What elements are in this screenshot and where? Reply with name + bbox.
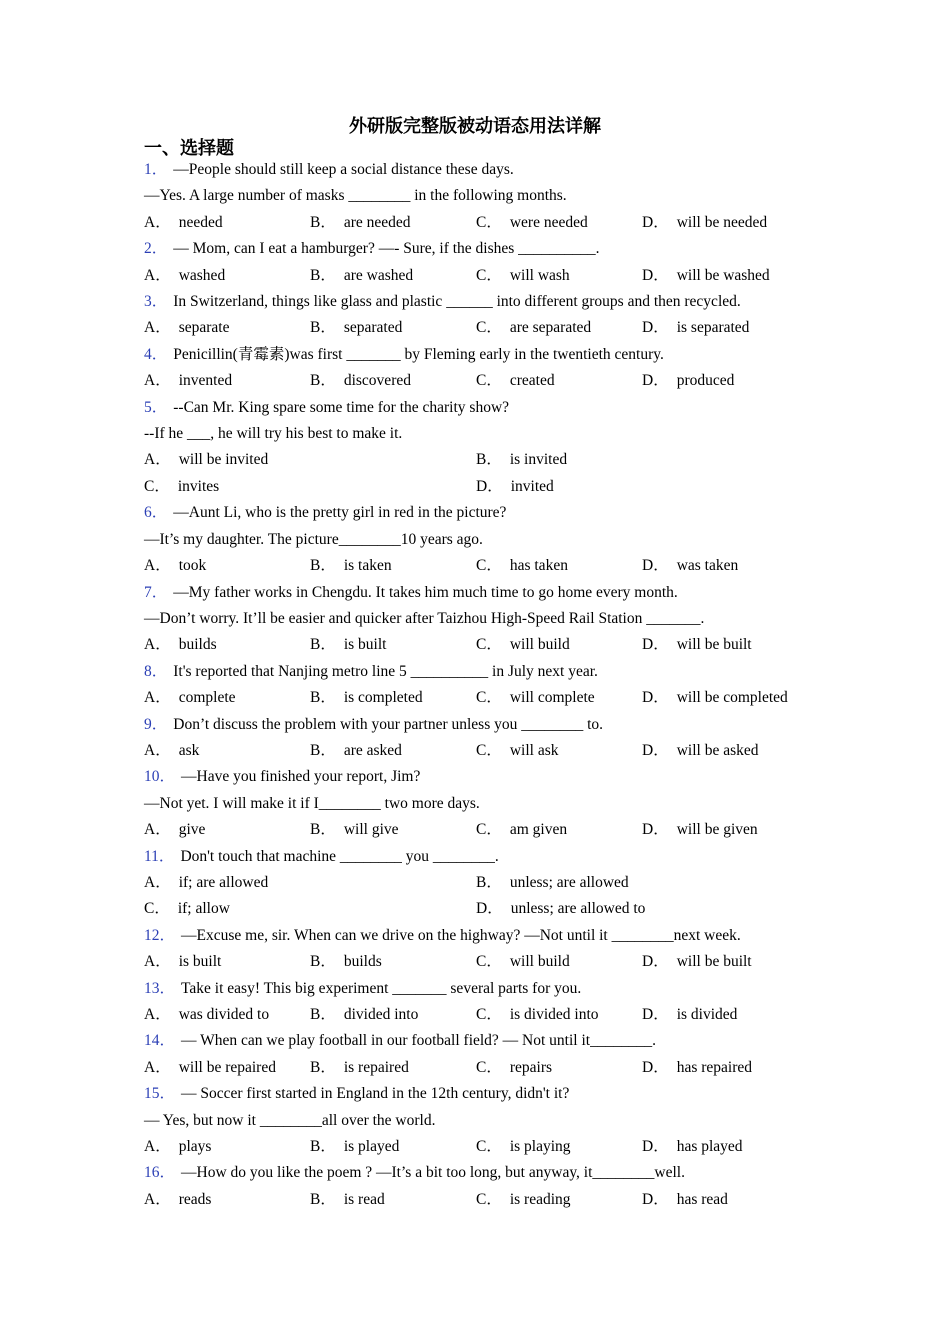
question-text: --If he ___, he will try his best to make it. <box>144 425 403 443</box>
option-letter: D． <box>642 741 669 759</box>
option-letter: B． <box>310 213 336 231</box>
answer-option[interactable] <box>144 1134 310 1160</box>
question-number: 6． <box>144 504 168 522</box>
question-text: —My father works in Chengdu. It takes him much time to go home every month. <box>173 583 678 601</box>
question-stem-line <box>144 1028 824 1054</box>
option-text: will give <box>343 821 399 839</box>
answer-option[interactable] <box>310 1055 476 1081</box>
option-letter: A． <box>144 319 171 337</box>
option-text: has taken <box>509 557 568 575</box>
option-text: is divided into <box>509 1006 599 1023</box>
question-text: It's reported that Nanjing metro line 5 __________ in July next year. <box>173 662 598 680</box>
answer-options <box>144 1055 824 1081</box>
option-letter: A． <box>144 873 171 891</box>
answer-option[interactable] <box>642 685 808 711</box>
option-text: will ask <box>509 741 559 759</box>
option-text: will be invited <box>178 451 269 469</box>
option-text: unless; are allowed <box>509 873 629 891</box>
option-text: separated <box>343 319 403 337</box>
option-text: complete <box>178 689 236 707</box>
option-text: are asked <box>343 741 402 759</box>
question-text: — Soccer first started in England in the 12th century, didn't it? <box>181 1085 570 1103</box>
option-letter: C． <box>476 1190 502 1208</box>
question-item <box>144 712 824 765</box>
answer-options <box>144 685 824 711</box>
question-text: —People should still keep a social distance these days. <box>173 161 514 178</box>
option-text: produced <box>676 372 735 390</box>
answer-option[interactable] <box>476 315 642 341</box>
page-title: 外研版完整版被动语态用法详解 <box>349 116 601 137</box>
answer-option[interactable] <box>642 1002 808 1028</box>
question-stem-line <box>144 1108 824 1134</box>
option-letter: C． <box>476 1138 502 1156</box>
answer-option[interactable] <box>144 474 476 500</box>
question-number: 10． <box>144 768 176 786</box>
answer-option[interactable] <box>144 896 476 922</box>
option-letter: C． <box>476 266 502 284</box>
option-letter: A． <box>144 953 171 971</box>
question-text: —It’s my daughter. The picture________10 years ago. <box>144 530 483 548</box>
option-letter: D． <box>642 1058 669 1076</box>
answer-option[interactable] <box>310 1134 476 1160</box>
answer-options <box>144 553 824 579</box>
answer-option[interactable] <box>642 1187 808 1213</box>
question-stem-line <box>144 976 824 1002</box>
option-text: will be built <box>676 953 752 971</box>
answer-option[interactable] <box>642 368 808 394</box>
option-text: is reading <box>509 1190 571 1208</box>
option-text: plays <box>178 1138 212 1156</box>
answer-option[interactable] <box>310 685 476 711</box>
question-number: 2． <box>144 240 168 258</box>
option-letter: A． <box>144 821 171 839</box>
answer-option[interactable] <box>144 447 476 473</box>
question-number: 1． <box>144 161 168 178</box>
option-text: was divided to <box>178 1006 270 1023</box>
question-stem-line <box>144 1160 824 1186</box>
option-text: are needed <box>343 213 411 231</box>
option-letter: C． <box>144 477 170 495</box>
option-text: reads <box>178 1190 212 1208</box>
option-letter: A． <box>144 741 171 759</box>
option-text: divided into <box>343 1006 419 1023</box>
option-text: took <box>178 557 207 575</box>
answer-options <box>144 632 824 658</box>
option-text: is built <box>178 953 222 971</box>
question-stem-line <box>144 236 824 262</box>
question-item <box>144 1028 824 1081</box>
answer-option[interactable] <box>476 474 808 500</box>
answer-option[interactable] <box>144 1187 310 1213</box>
answer-options <box>144 447 824 500</box>
question-item <box>144 157 824 236</box>
question-stem-line <box>144 764 824 790</box>
option-text: will be given <box>676 821 758 839</box>
option-letter: B． <box>476 451 502 469</box>
option-letter: C． <box>476 213 502 231</box>
answer-option[interactable] <box>310 949 476 975</box>
option-letter: D． <box>642 821 669 839</box>
answer-option[interactable] <box>310 368 476 394</box>
option-text: will build <box>509 953 570 971</box>
option-text: will be repaired <box>178 1058 276 1076</box>
option-text: discovered <box>343 372 411 390</box>
question-number: 16． <box>144 1164 176 1182</box>
option-text: invented <box>178 372 233 390</box>
question-item <box>144 580 824 659</box>
question-number: 14． <box>144 1032 176 1050</box>
option-letter: D． <box>642 319 669 337</box>
option-text: is invited <box>509 451 568 469</box>
answer-option[interactable] <box>476 738 642 764</box>
option-letter: B． <box>310 266 336 284</box>
option-text: is separated <box>676 319 750 337</box>
option-letter: A． <box>144 636 171 654</box>
answer-option[interactable] <box>144 1055 310 1081</box>
question-item <box>144 289 824 342</box>
question-stem-line <box>144 527 824 553</box>
question-number: 9． <box>144 715 168 733</box>
answer-options <box>144 1002 824 1028</box>
answer-option[interactable] <box>310 263 476 289</box>
question-list <box>144 157 824 1213</box>
question-text: — When can we play football in our football field? — Not until it________. <box>181 1032 656 1050</box>
option-letter: B． <box>310 1006 336 1023</box>
option-letter: A． <box>144 1006 171 1023</box>
option-text: washed <box>178 266 226 284</box>
option-text: is taken <box>343 557 392 575</box>
option-letter: A． <box>144 372 171 390</box>
question-stem-line <box>144 844 824 870</box>
option-text: is built <box>343 636 387 654</box>
question-stem-line <box>144 157 824 183</box>
option-text: has read <box>676 1190 728 1208</box>
option-letter: B． <box>310 372 336 390</box>
answer-option[interactable] <box>476 817 642 843</box>
question-item <box>144 395 824 501</box>
answer-options <box>144 949 824 975</box>
answer-option[interactable] <box>476 368 642 394</box>
option-text: is divided <box>676 1006 738 1023</box>
question-stem-line <box>144 500 824 526</box>
option-letter: C． <box>476 372 502 390</box>
question-number: 7． <box>144 583 168 601</box>
option-letter: A． <box>144 213 171 231</box>
question-text: —Excuse me, sir. When can we drive on the highway? —Not until it ________next week. <box>181 926 741 944</box>
option-text: is read <box>343 1190 385 1208</box>
answer-options <box>144 817 824 843</box>
question-item <box>144 976 824 1029</box>
answer-options <box>144 1134 824 1160</box>
answer-option[interactable] <box>144 263 310 289</box>
question-item <box>144 1081 824 1160</box>
question-number: 4． <box>144 345 168 363</box>
answer-option[interactable] <box>476 685 642 711</box>
option-letter: B． <box>310 953 336 971</box>
option-letter: D． <box>476 900 503 918</box>
answer-option[interactable] <box>310 1187 476 1213</box>
option-letter: B． <box>310 1058 336 1076</box>
option-letter: D． <box>642 953 669 971</box>
question-stem-line <box>144 712 824 738</box>
section-heading: 一、选择题 <box>144 138 234 159</box>
option-text: needed <box>178 213 223 231</box>
answer-option[interactable] <box>310 1002 476 1028</box>
answer-option[interactable] <box>642 210 808 236</box>
option-letter: A． <box>144 557 171 575</box>
answer-option[interactable] <box>144 553 310 579</box>
answer-option[interactable] <box>642 263 808 289</box>
question-stem-line <box>144 791 824 817</box>
option-letter: B． <box>310 557 336 575</box>
option-letter: D． <box>642 266 669 284</box>
answer-option[interactable] <box>642 632 808 658</box>
option-letter: D． <box>642 1138 669 1156</box>
answer-option[interactable] <box>476 1134 642 1160</box>
answer-option[interactable] <box>642 1134 808 1160</box>
answer-options <box>144 368 824 394</box>
option-letter: B． <box>310 741 336 759</box>
question-text: —Have you finished your report, Jim? <box>181 768 421 786</box>
question-text: —Don’t worry. It’ll be easier and quicker after Taizhou High-Speed Rail Station _______. <box>144 609 705 627</box>
question-item <box>144 236 824 289</box>
option-letter: D． <box>642 636 669 654</box>
question-stem-line <box>144 1081 824 1107</box>
question-stem-line <box>144 421 824 447</box>
option-text: give <box>178 821 206 839</box>
option-letter: C． <box>476 319 502 337</box>
question-text: — Yes, but now it ________all over the world. <box>144 1111 436 1129</box>
option-letter: B． <box>310 319 336 337</box>
answer-option[interactable] <box>144 632 310 658</box>
option-text: has played <box>676 1138 743 1156</box>
answer-option[interactable] <box>144 210 310 236</box>
answer-option[interactable] <box>144 817 310 843</box>
option-letter: C． <box>476 821 502 839</box>
question-item <box>144 923 824 976</box>
answer-option[interactable] <box>144 870 476 896</box>
answer-option[interactable] <box>310 553 476 579</box>
option-letter: C． <box>476 557 502 575</box>
answer-option[interactable] <box>310 632 476 658</box>
option-text: will wash <box>509 266 570 284</box>
option-letter: D． <box>642 1190 669 1208</box>
answer-options <box>144 870 824 923</box>
option-text: are separated <box>509 319 592 337</box>
question-stem-line <box>144 580 824 606</box>
option-text: will be asked <box>676 741 759 759</box>
question-text: --Can Mr. King spare some time for the charity show? <box>173 398 510 416</box>
option-letter: B． <box>310 1190 336 1208</box>
option-letter: A． <box>144 1138 171 1156</box>
question-number: 11． <box>144 847 175 865</box>
option-letter: A． <box>144 1058 171 1076</box>
answer-option[interactable] <box>476 1187 642 1213</box>
answer-option[interactable] <box>476 949 642 975</box>
question-stem-line <box>144 342 824 368</box>
option-letter: A． <box>144 266 171 284</box>
question-stem-line <box>144 289 824 315</box>
question-number: 8． <box>144 662 168 680</box>
answer-options <box>144 1187 824 1213</box>
question-text: — Mom, can I eat a hamburger? —- Sure, if the dishes __________. <box>173 240 600 258</box>
answer-options <box>144 263 824 289</box>
answer-option[interactable] <box>642 553 808 579</box>
answer-option[interactable] <box>310 738 476 764</box>
option-text: ask <box>178 741 200 759</box>
option-text: invited <box>510 477 554 495</box>
answer-option[interactable] <box>476 1002 642 1028</box>
question-item <box>144 844 824 923</box>
answer-option[interactable] <box>476 447 808 473</box>
option-text: are washed <box>343 266 414 284</box>
answer-options <box>144 210 824 236</box>
question-number: 5． <box>144 398 168 416</box>
option-text: repairs <box>509 1058 553 1076</box>
option-letter: D． <box>642 689 669 707</box>
question-text: Don’t discuss the problem with your partner unless you ________ to. <box>173 715 604 733</box>
option-text: if; allow <box>177 900 230 918</box>
answer-option[interactable] <box>144 949 310 975</box>
option-letter: A． <box>144 451 171 469</box>
option-letter: C． <box>476 1058 502 1076</box>
answer-option[interactable] <box>476 870 808 896</box>
answer-option[interactable] <box>310 817 476 843</box>
option-text: am given <box>509 821 568 839</box>
answer-option[interactable] <box>144 368 310 394</box>
option-text: created <box>509 372 555 390</box>
option-letter: C． <box>476 1006 502 1023</box>
question-text: —Not yet. I will make it if I________ two more days. <box>144 794 480 812</box>
answer-option[interactable] <box>476 263 642 289</box>
option-text: will complete <box>509 689 595 707</box>
option-text: was taken <box>676 557 739 575</box>
question-number: 12． <box>144 926 176 944</box>
answer-option[interactable] <box>476 1055 642 1081</box>
question-text: Take it easy! This big experiment _______ several parts for you. <box>181 979 582 997</box>
option-text: invites <box>177 477 220 495</box>
option-letter: B． <box>310 636 336 654</box>
option-letter: C． <box>476 636 502 654</box>
answer-option[interactable] <box>476 632 642 658</box>
question-stem-line <box>144 606 824 632</box>
answer-option[interactable] <box>642 817 808 843</box>
answer-option[interactable] <box>144 685 310 711</box>
question-text: Penicillin(青霉素)was first _______ by Fleming early in the twentieth century. <box>173 345 664 363</box>
option-letter: B． <box>476 873 502 891</box>
option-letter: D． <box>642 1006 669 1023</box>
answer-option[interactable] <box>642 1055 808 1081</box>
option-text: is completed <box>343 689 423 707</box>
answer-option[interactable] <box>144 1002 310 1028</box>
option-letter: C． <box>476 689 502 707</box>
question-number: 3． <box>144 293 168 311</box>
question-text: Don't touch that machine ________ you ________. <box>180 847 499 865</box>
option-letter: D． <box>642 372 669 390</box>
question-number: 15． <box>144 1085 176 1103</box>
option-text: is playing <box>509 1138 571 1156</box>
question-item <box>144 764 824 843</box>
option-letter: B． <box>310 689 336 707</box>
option-text: is repaired <box>343 1058 409 1076</box>
option-letter: C． <box>144 900 170 918</box>
option-letter: B． <box>310 821 336 839</box>
option-letter: C． <box>476 741 502 759</box>
question-stem-line <box>144 395 824 421</box>
answer-options <box>144 738 824 764</box>
option-letter: B． <box>310 1138 336 1156</box>
question-number: 13． <box>144 979 176 997</box>
question-stem-line <box>144 923 824 949</box>
answer-option[interactable] <box>476 210 642 236</box>
question-stem-line <box>144 659 824 685</box>
answer-option[interactable] <box>642 315 808 341</box>
option-letter: A． <box>144 689 171 707</box>
option-text: unless; are allowed to <box>510 900 646 918</box>
question-text: —Yes. A large number of masks ________ in the following months. <box>144 187 567 205</box>
question-item <box>144 659 824 712</box>
question-stem-line <box>144 183 824 209</box>
answer-option[interactable] <box>144 315 310 341</box>
option-text: will be needed <box>676 213 768 231</box>
option-text: were needed <box>509 213 588 231</box>
answer-option[interactable] <box>310 315 476 341</box>
answer-option[interactable] <box>310 210 476 236</box>
question-item <box>144 342 824 395</box>
option-text: will be built <box>676 636 752 654</box>
answer-options <box>144 315 824 341</box>
answer-option[interactable] <box>144 738 310 764</box>
answer-option[interactable] <box>642 949 808 975</box>
question-item <box>144 500 824 579</box>
option-letter: D． <box>476 477 503 495</box>
option-letter: D． <box>642 557 669 575</box>
option-text: will be washed <box>676 266 770 284</box>
option-letter: C． <box>476 953 502 971</box>
answer-option[interactable] <box>642 738 808 764</box>
option-text: builds <box>178 636 217 654</box>
answer-option[interactable] <box>476 553 642 579</box>
option-text: has repaired <box>676 1058 753 1076</box>
question-item <box>144 1160 824 1213</box>
option-text: will be completed <box>676 689 788 707</box>
answer-option[interactable] <box>476 896 808 922</box>
option-text: if; are allowed <box>178 873 269 891</box>
option-text: separate <box>178 319 230 337</box>
option-text: is played <box>343 1138 400 1156</box>
option-text: builds <box>343 953 382 971</box>
option-text: will build <box>509 636 570 654</box>
question-text: In Switzerland, things like glass and plastic ______ into different groups and then recycled. <box>173 293 741 311</box>
question-text: —Aunt Li, who is the pretty girl in red in the picture? <box>173 504 507 522</box>
option-letter: A． <box>144 1190 171 1208</box>
question-text: —How do you like the poem ? —It’s a bit too long, but anyway, it________well. <box>181 1164 685 1182</box>
option-letter: D． <box>642 213 669 231</box>
